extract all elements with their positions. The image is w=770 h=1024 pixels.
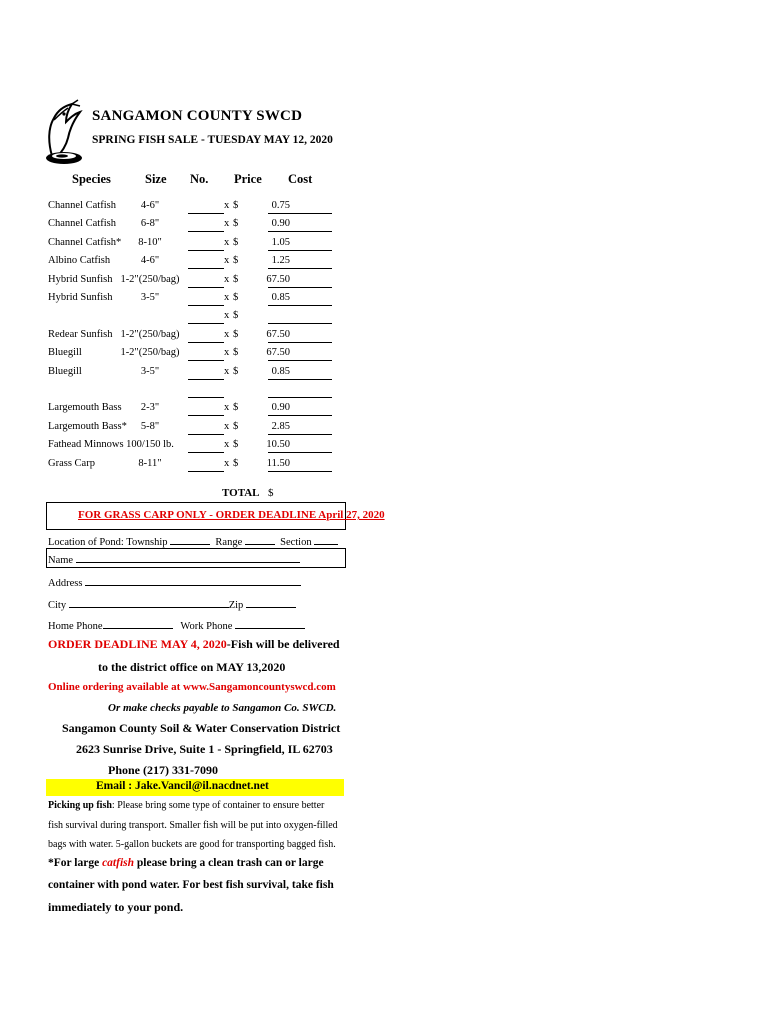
document-title: SANGAMON COUNTY SWCD [92,108,303,124]
quantity-input[interactable] [188,366,224,380]
dollar-symbol: $ [233,457,239,469]
table-row [46,421,336,439]
quantity-input[interactable] [188,347,224,361]
species-cell: Largemouth Bass [48,402,122,414]
table-row [46,237,336,255]
quantity-input[interactable] [188,274,224,288]
cost-input[interactable] [268,366,332,380]
table-row [46,402,336,420]
cost-input[interactable] [268,458,332,472]
total-label: TOTAL [222,487,260,499]
quantity-input[interactable] [188,402,224,416]
range-input[interactable] [245,533,275,545]
price-cell: 0.75 [271,200,290,211]
quantity-input[interactable] [188,421,224,435]
township-input[interactable] [170,533,210,545]
dollar-symbol: $ [233,420,239,432]
address-field[interactable] [48,574,301,589]
price-cell: 10.50 [266,439,290,451]
table-row [46,384,336,402]
size-cell: 3-5" [140,292,160,303]
table-row [46,218,336,236]
pickup-note-line2: fish survival during transport. Smaller fish will be put into oxygen-filled [48,820,338,831]
table-row [46,292,336,310]
price-cell: 0.90 [271,402,290,414]
zip-label: Zip [228,600,244,611]
x-symbol: x [224,328,230,340]
pickup-note-line1: Picking up fish: Please bring some type of container to ensure better [48,800,325,811]
price-cell: 1.25 [271,255,290,267]
dollar-symbol: $ [233,236,239,248]
x-symbol: x [224,310,230,322]
price-cell: 2.85 [271,420,290,432]
species-cell: Channel Catfish [48,218,116,230]
x-symbol: x [224,292,230,303]
name-input[interactable] [76,551,300,563]
table-row [46,274,336,292]
species-cell: Hybrid Sunfish [48,292,113,303]
dollar-symbol: $ [233,402,239,414]
catfish-note-line3: immediately to your pond. [48,900,184,914]
species-cell: Bluegill [48,365,82,377]
table-row [46,329,336,347]
size-cell: 100/150 lb. [126,439,174,451]
species-cell: Bluegill [48,347,82,359]
quantity-input[interactable] [188,329,224,343]
catfish-note: *For large catfish please bring a clean trash can or large [48,857,324,869]
x-symbol: x [224,273,230,285]
dollar-symbol: $ [233,365,239,377]
city-label: City [48,600,67,611]
cost-input[interactable] [268,255,332,269]
cost-input[interactable] [268,274,332,288]
cost-input[interactable] [268,329,332,343]
document-subtitle: SPRING FISH SALE - TUESDAY MAY 12, 2020 [92,134,333,146]
size-cell: 1-2"(250/bag) [120,347,180,359]
table-row [46,347,336,365]
species-cell: Channel Catfish [48,200,116,211]
dollar-symbol: $ [233,292,239,303]
x-symbol: x [224,218,230,230]
table-row [46,310,336,328]
table-row [46,439,336,457]
dollar-symbol: $ [233,218,239,230]
quantity-input[interactable] [188,218,224,232]
quantity-input[interactable] [188,292,224,306]
price-cell: 67.50 [266,273,290,285]
cost-input[interactable] [268,200,332,214]
quantity-input[interactable] [188,458,224,472]
species-cell: Redear Sunfish [48,328,113,340]
size-cell: 4-6" [140,255,160,267]
dollar-symbol: $ [233,310,239,322]
cost-input[interactable] [268,347,332,361]
order-deadline: ORDER DEADLINE MAY 4, 2020-Fish will be delivered [48,637,340,651]
section-label: Section [280,537,312,548]
x-symbol: x [224,255,230,267]
quantity-input[interactable] [188,384,224,398]
dollar-symbol: $ [233,328,239,340]
cost-input[interactable] [268,421,332,435]
size-cell: 3-5" [140,365,160,377]
table-row [46,366,336,384]
size-cell: 8-10" [138,236,162,248]
x-symbol: x [224,402,230,414]
size-cell: 1-2"(250/bag) [120,328,180,340]
cost-input[interactable] [268,237,332,251]
size-cell: 4-6" [140,200,160,211]
price-cell: 67.50 [266,328,290,340]
catfish-note-line2: container with pond water. For best fish survival, take fish [48,879,334,891]
species-cell: Fathead Minnows [48,439,124,451]
org-email[interactable]: Email : Jake.Vancil@il.nacdnet.net [96,780,269,792]
city-input[interactable] [69,596,229,608]
quantity-input[interactable] [188,200,224,214]
home-phone-label: Home Phone [48,621,103,632]
pickup-note-line3: bags with water. 5-gallon buckets are good for transporting bagged fish. [48,839,336,850]
name-label: Name [48,555,74,566]
size-cell: 5-8" [140,420,160,432]
dollar-symbol: $ [233,255,239,267]
price-cell: 67.50 [266,347,290,359]
org-phone: Phone (217) 331-7090 [108,763,218,777]
city-zip-field[interactable] [48,596,296,611]
home-phone-input[interactable] [103,617,173,629]
cost-input[interactable] [268,292,332,306]
price-cell: 0.85 [271,292,290,303]
quantity-input[interactable] [188,310,224,324]
address-input[interactable] [85,574,301,586]
location-field[interactable] [48,533,338,548]
x-symbol: x [224,457,230,469]
table-row [46,458,336,476]
online-ordering-link[interactable]: Online ordering available at www.Sangamoncountyswcd.com [48,681,336,693]
col-price: Price [234,172,262,186]
col-no: No. [190,172,209,186]
org-address: 2623 Sunrise Drive, Suite 1 - Springfield, IL 62703 [76,742,333,756]
work-phone-label: Work Phone [180,621,233,632]
quantity-input[interactable] [188,255,224,269]
cost-input[interactable] [268,310,332,324]
col-cost: Cost [288,172,313,186]
address-label: Address [48,578,83,589]
size-cell: 8-11" [138,457,162,469]
x-symbol: x [224,200,230,211]
location-label: Location of Pond: Township [48,537,168,548]
org-name: Sangamon County Soil & Water Conservation District [62,721,341,735]
size-cell: 2-3" [140,402,160,414]
quantity-input[interactable] [188,237,224,251]
table-row [46,200,336,218]
species-cell: Albino Catfish [48,255,111,267]
col-species: Species [72,172,111,186]
x-symbol: x [224,347,230,359]
x-symbol: x [224,365,230,377]
price-cell: 0.85 [271,365,290,377]
price-cell: 1.05 [271,236,290,248]
cost-input[interactable] [268,402,332,416]
dollar-symbol: $ [233,200,239,211]
species-cell: Grass Carp [48,457,95,469]
grass-carp-notice: FOR GRASS CARP ONLY - ORDER DEADLINE April 27, 2020 [78,509,385,521]
zip-input[interactable] [246,596,296,608]
fish-logo-icon [42,98,86,168]
price-cell: 11.50 [266,457,290,469]
size-cell: 1-2"(250/bag) [120,273,180,285]
dollar-symbol: $ [233,347,239,359]
species-cell: Largemouth Bass* [48,420,127,432]
x-symbol: x [224,439,230,451]
cost-input[interactable] [268,218,332,232]
x-symbol: x [224,420,230,432]
work-phone-input[interactable] [235,617,305,629]
checks-payable: Or make checks payable to Sangamon Co. SWCD. [108,702,337,714]
price-cell: 0.90 [271,218,290,230]
species-cell: Channel Catfish* [48,236,122,248]
dollar-symbol: $ [233,439,239,451]
table-row [46,255,336,273]
delivery-note: to the district office on MAY 13,2020 [98,660,286,674]
phone-field[interactable] [48,617,305,632]
species-cell: Hybrid Sunfish [48,273,113,285]
name-field[interactable] [48,551,300,566]
cost-input[interactable] [268,384,332,398]
cost-input[interactable] [268,439,332,453]
size-cell: 6-8" [140,218,160,230]
range-label: Range [215,537,243,548]
col-size: Size [145,172,167,186]
dollar-symbol: $ [233,273,239,285]
x-symbol: x [224,236,230,248]
section-input[interactable] [314,533,338,545]
quantity-input[interactable] [188,439,224,453]
total-dollar: $ [268,487,274,499]
